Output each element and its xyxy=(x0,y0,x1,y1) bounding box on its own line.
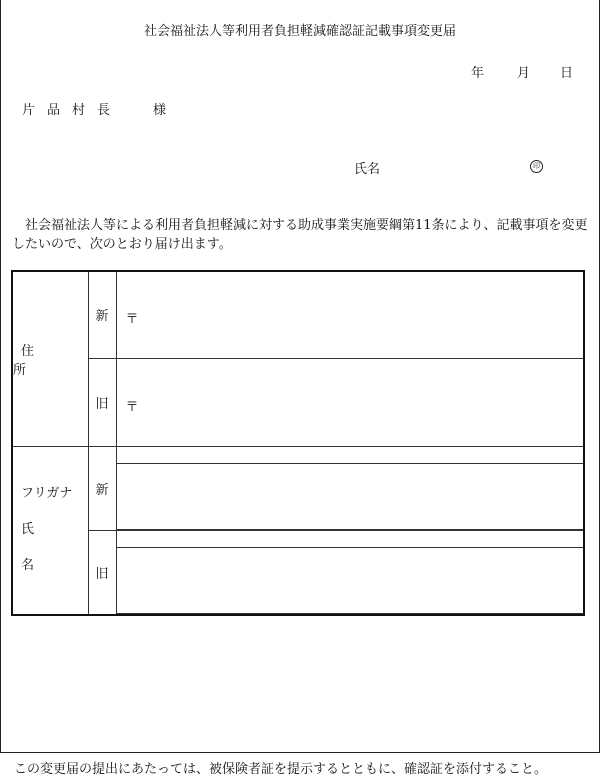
honorific: 様 xyxy=(153,103,167,118)
spacer-cell xyxy=(116,613,584,615)
addressee: 片品村長 xyxy=(22,103,123,118)
date-day-label: 日 xyxy=(560,66,574,81)
date-year-label: 年 xyxy=(471,66,485,81)
address-label: 住 所 xyxy=(13,343,88,378)
old-name-field[interactable] xyxy=(116,547,584,613)
document-title: 社会福祉法人等利用者負担軽減確認証記載事項変更届 xyxy=(143,24,456,39)
furigana-label: フリガナ xyxy=(21,486,73,501)
new-name-label: 新 xyxy=(88,446,116,530)
seal-mark-icon: 印 xyxy=(530,160,543,173)
name-label: 氏 名 xyxy=(21,522,88,573)
old-name-label: 旧 xyxy=(88,530,116,615)
old-furigana-field[interactable] xyxy=(116,530,584,547)
body-text: 社会福祉法人等による利用者負担軽減に対する助成事業実施要綱第11条により、記載事項を変更したいので、次のとおり届け出ます。 xyxy=(12,218,588,252)
name-label-cell xyxy=(12,446,88,615)
change-form-table xyxy=(11,270,585,616)
old-address-field[interactable] xyxy=(116,358,584,446)
address-label-cell xyxy=(12,271,88,446)
new-name-field[interactable] xyxy=(116,463,584,529)
footer-note: この変更届の提出にあたっては、被保険者証を提示するとともに、確認証を添付すること。 xyxy=(14,762,548,777)
new-address-label: 新 xyxy=(88,271,116,358)
new-furigana-field[interactable] xyxy=(116,446,584,463)
postal-mark-icon: 〒 xyxy=(125,312,139,328)
date-month-label: 月 xyxy=(517,66,531,81)
old-address-label: 旧 xyxy=(88,358,116,446)
new-address-field[interactable] xyxy=(116,271,584,358)
postal-mark-icon: 〒 xyxy=(125,399,139,415)
applicant-name-label: 氏名 xyxy=(354,162,381,177)
